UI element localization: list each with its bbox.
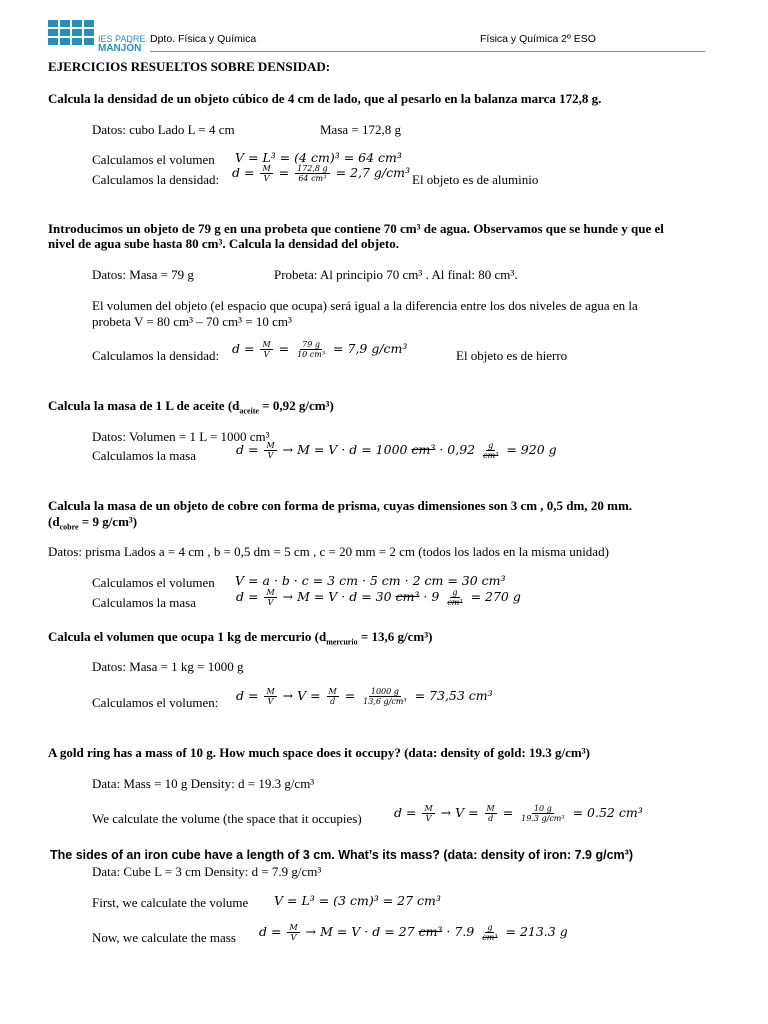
exercise-1-volume-label: Calculamos el volumen — [92, 152, 215, 167]
page-title: EJERCICIOS RESUELTOS SOBRE DENSIDAD: — [48, 59, 331, 74]
exercise-4-mass-label: Calculamos la masa — [92, 595, 196, 610]
exercise-1-volume-formula: V = L³ = (4 cm)³ = 64 cm³ — [235, 150, 402, 165]
exercise-2-density-formula: d = $\frac{M}{V}$ = $\frac{79 g}{\text{10 cm³}}$ = 7,9 g/cm³ — [232, 340, 408, 359]
exercise-3-question: Calcula la masa de 1 L de aceite ($d_{aceite} = 0,92$ g/cm³) — [48, 398, 334, 416]
exercise-1-density-formula: d = $\frac{M}{V}$ = $\frac{172,8 g}{\text{64 cm³}}$ = 2,7 g/cm³ — [232, 164, 411, 183]
exercise-7-mass-formula: d = $\frac{M}{V}$ → M = V · d = 27 cm³ · 7.9 $\frac{g}{\text{cm³}}$ = 213.3 g — [259, 923, 568, 942]
exercise-5-volume-label: Calculamos el volumen: — [92, 695, 219, 710]
exercise-4-data: Datos: prisma Lados a = 4 cm , b = 0,5 dm = 5 cm , c = 20 mm = 2 cm (todos los lados en la misma unidad) — [48, 544, 609, 559]
exercise-3-mass-label: Calculamos la masa — [92, 448, 196, 463]
exercise-7-question: The sides of an iron cube have a length of 3 cm. What’s its mass? (data: density of iron: 7.9 g/cm³) — [50, 848, 633, 862]
school-logo — [48, 20, 94, 45]
exercise-5-volume-formula: d = $\frac{M}{V}$ → V = $\frac{M}{d}$ = $\frac{1000 g}{\text{13,6 g/cm³}}$ = 73,53 cm³ — [236, 687, 493, 706]
exercise-1-mass: Masa = 172,8 g — [320, 122, 401, 137]
exercise-2-explanation-line1: El volumen del objeto (el espacio que ocupa) será igual a la diferencia entre los dos niveles de agua en la — [92, 298, 638, 313]
exercise-4-volume-formula: V = a · b · c = 3 cm · 5 cm · 2 cm = 30 cm³ — [235, 573, 506, 588]
exercise-1-density-label: Calculamos la densidad: — [92, 172, 220, 187]
exercise-4-question-line2: ($d_{cobre} = 9$ g/cm³) — [48, 514, 138, 532]
department-label: Dpto. Física y Química — [150, 33, 257, 45]
exercise-2-question-line1: Introducimos un objeto de 79 g en una probeta que contiene 70 cm³ de agua. Observamos que se hunde y que el — [48, 221, 664, 236]
exercise-6-data: Data: Mass = 10 g Density: d = 19.3 g/cm³ — [92, 776, 315, 791]
exercise-7-volume-formula: V = L³ = (3 cm)³ = 27 cm³ — [274, 893, 441, 908]
exercise-6-calc-label: We calculate the volume (the space that it occupies) — [92, 811, 362, 826]
exercise-7-mass-label: Now, we calculate the mass — [92, 930, 236, 945]
exercise-2-probeta: Probeta: Al principio 70 cm³ . Al final: 80 cm³. — [274, 267, 518, 282]
exercise-3-mass-formula: d = $\frac{M}{V}$ → M = V · d = 1000 cm³ · 0,92 $\frac{g}{\text{cm³}}$ = 920 g — [236, 441, 557, 460]
course-label: Física y Química 2º ESO — [480, 33, 596, 45]
exercise-1-conclusion: El objeto es de aluminio — [412, 172, 539, 187]
exercise-6-volume-formula: d = $\frac{M}{V}$ → V = $\frac{M}{d}$ = $\frac{10 g}{\text{19.3 g/cm³}}$ = 0.52 cm³ — [394, 804, 643, 823]
exercise-4-question-line1: Calcula la masa de un objeto de cobre con forma de prisma, cuyas dimensiones son 3 cm , 0,5 dm, 20 mm. — [48, 498, 633, 513]
exercise-3-data: Datos: Volumen = 1 L = 1000 cm³ — [92, 429, 270, 444]
exercise-4-volume-label: Calculamos el volumen — [92, 575, 215, 590]
exercise-1-question: Calcula la densidad de un objeto cúbico de 4 cm de lado, que al pesarlo en la balanza marca 172,8 g. — [48, 91, 602, 106]
exercise-2-question-line2: nivel de agua sube hasta 80 cm³. Calcula la densidad del objeto. — [48, 236, 399, 251]
logo-text-line1: IES PADRE — [98, 34, 146, 44]
exercise-5-question: Calcula el volumen que ocupa 1 kg de mercurio ($d_{mercurio} = 13,6$ g/cm³) — [48, 629, 433, 647]
exercise-7-data: Data: Cube L = 3 cm Density: d = 7.9 g/cm³ — [92, 864, 322, 879]
exercise-7-volume-label: First, we calculate the volume — [92, 895, 249, 910]
exercise-2-data: Datos: Masa = 79 g — [92, 267, 194, 282]
exercise-5-data: Datos: Masa = 1 kg = 1000 g — [92, 659, 244, 674]
exercise-4-mass-formula: d = $\frac{M}{V}$ → M = V · d = 30 cm³ · 9 $\frac{g}{\text{cm³}}$ = 270 g — [236, 588, 521, 607]
logo-text-line2: MANJÓN — [98, 43, 142, 54]
header-rule — [150, 51, 705, 52]
exercise-2-explanation-line2: probeta V = 80 cm³ – 70 cm³ = 10 cm³ — [92, 314, 292, 329]
exercise-2-conclusion: El objeto es de hierro — [456, 348, 568, 363]
exercise-1-data: Datos: cubo Lado L = 4 cm — [92, 122, 235, 137]
logo-icon — [48, 20, 94, 45]
exercise-2-density-label: Calculamos la densidad: — [92, 348, 220, 363]
exercise-6-question: A gold ring has a mass of 10 g. How much space does it occupy? (data: density of gold: 19.3 g/cm³) — [48, 745, 590, 760]
